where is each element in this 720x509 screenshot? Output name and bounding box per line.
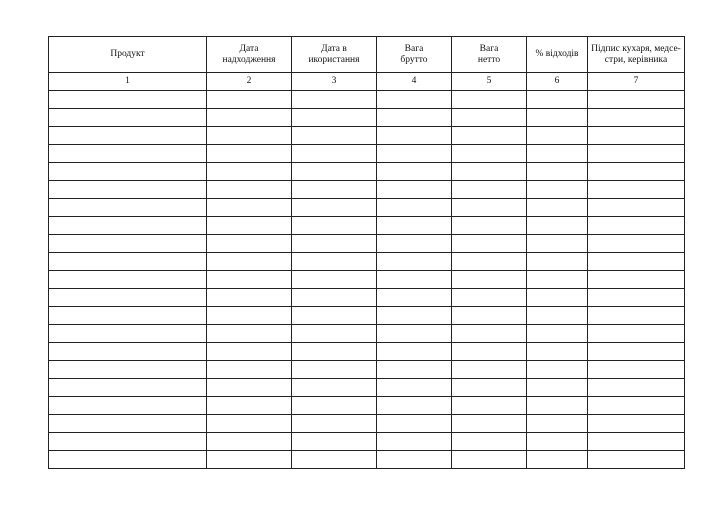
empty-cell <box>207 415 292 433</box>
empty-cell <box>588 217 685 235</box>
empty-cell <box>49 289 207 307</box>
journal-body <box>49 91 685 469</box>
empty-cell <box>377 235 452 253</box>
empty-cell <box>527 217 588 235</box>
empty-cell <box>588 343 685 361</box>
empty-cell <box>49 361 207 379</box>
empty-cell <box>527 145 588 163</box>
empty-cell <box>292 91 377 109</box>
empty-cell <box>49 379 207 397</box>
empty-cell <box>377 199 452 217</box>
empty-cell <box>207 109 292 127</box>
table-row <box>49 271 685 289</box>
empty-cell <box>377 451 452 469</box>
empty-cell <box>588 127 685 145</box>
empty-cell <box>292 289 377 307</box>
empty-cell <box>377 361 452 379</box>
header-net-weight-line-1: Вага <box>479 43 499 54</box>
header-receipt-date-line-2: надходження <box>222 54 276 65</box>
empty-cell <box>452 253 527 271</box>
empty-cell <box>527 109 588 127</box>
empty-cell <box>49 271 207 289</box>
header-product <box>49 37 207 73</box>
empty-cell <box>588 181 685 199</box>
empty-cell <box>292 361 377 379</box>
empty-cell <box>49 325 207 343</box>
header-net-weight <box>452 37 527 73</box>
empty-cell <box>292 181 377 199</box>
column-number-1: 1 <box>49 73 207 91</box>
table-row <box>49 451 685 469</box>
empty-cell <box>588 91 685 109</box>
empty-cell <box>377 181 452 199</box>
empty-cell <box>588 289 685 307</box>
table-row <box>49 343 685 361</box>
empty-cell <box>527 289 588 307</box>
table-row <box>49 433 685 451</box>
empty-cell <box>207 361 292 379</box>
empty-cell <box>207 163 292 181</box>
empty-cell <box>292 145 377 163</box>
empty-cell <box>377 433 452 451</box>
header-net-weight-line-2: нетто <box>477 54 501 65</box>
empty-cell <box>527 325 588 343</box>
column-number-row <box>49 73 685 91</box>
empty-cell <box>377 145 452 163</box>
empty-cell <box>207 307 292 325</box>
empty-cell <box>49 415 207 433</box>
empty-cell <box>49 217 207 235</box>
empty-cell <box>377 343 452 361</box>
empty-cell <box>527 181 588 199</box>
empty-cell <box>452 217 527 235</box>
empty-cell <box>292 127 377 145</box>
empty-cell <box>207 289 292 307</box>
empty-cell <box>452 307 527 325</box>
header-receipt-date <box>207 37 292 73</box>
header-usage-date-line-2: икористання <box>308 54 360 65</box>
empty-cell <box>527 91 588 109</box>
empty-cell <box>527 235 588 253</box>
empty-cell <box>527 397 588 415</box>
empty-cell <box>527 433 588 451</box>
empty-cell <box>452 415 527 433</box>
empty-cell <box>292 199 377 217</box>
empty-cell <box>452 199 527 217</box>
empty-cell <box>292 415 377 433</box>
table-row <box>49 397 685 415</box>
empty-cell <box>292 109 377 127</box>
empty-cell <box>527 343 588 361</box>
empty-cell <box>207 127 292 145</box>
empty-cell <box>292 325 377 343</box>
header-usage-date <box>292 37 377 73</box>
empty-cell <box>377 379 452 397</box>
product-journal-table <box>48 36 685 469</box>
empty-cell <box>377 289 452 307</box>
empty-cell <box>292 253 377 271</box>
empty-cell <box>527 253 588 271</box>
empty-cell <box>588 235 685 253</box>
empty-cell <box>207 379 292 397</box>
empty-cell <box>49 343 207 361</box>
empty-cell <box>588 379 685 397</box>
empty-cell <box>527 307 588 325</box>
empty-cell <box>207 145 292 163</box>
table-row <box>49 217 685 235</box>
empty-cell <box>49 307 207 325</box>
empty-cell <box>207 271 292 289</box>
empty-cell <box>377 271 452 289</box>
empty-cell <box>207 343 292 361</box>
empty-cell <box>377 397 452 415</box>
empty-cell <box>452 163 527 181</box>
empty-cell <box>49 181 207 199</box>
journal-sheet <box>48 36 684 469</box>
empty-cell <box>49 109 207 127</box>
empty-cell <box>292 235 377 253</box>
empty-cell <box>377 127 452 145</box>
empty-cell <box>49 433 207 451</box>
table-row <box>49 289 685 307</box>
table-row <box>49 415 685 433</box>
empty-cell <box>452 181 527 199</box>
empty-cell <box>292 451 377 469</box>
header-row <box>49 37 685 73</box>
header-product-text: Продукт <box>110 49 145 59</box>
header-gross-weight <box>377 37 452 73</box>
empty-cell <box>588 145 685 163</box>
column-number-4: 4 <box>377 73 452 91</box>
empty-cell <box>207 433 292 451</box>
empty-cell <box>49 199 207 217</box>
empty-cell <box>452 91 527 109</box>
empty-cell <box>452 127 527 145</box>
empty-cell <box>207 199 292 217</box>
column-number-7: 7 <box>588 73 685 91</box>
empty-cell <box>452 361 527 379</box>
header-signature-line-2: стри, керівника <box>604 54 668 65</box>
empty-cell <box>452 235 527 253</box>
empty-cell <box>292 217 377 235</box>
empty-cell <box>49 253 207 271</box>
header-waste-percent <box>527 37 588 73</box>
table-row <box>49 91 685 109</box>
empty-cell <box>207 397 292 415</box>
header-waste-percent-text: % відходів <box>535 49 579 59</box>
empty-cell <box>292 343 377 361</box>
table-row <box>49 253 685 271</box>
empty-cell <box>452 379 527 397</box>
empty-cell <box>527 199 588 217</box>
table-row <box>49 235 685 253</box>
table-row <box>49 325 685 343</box>
header-gross-weight-line-2: брутто <box>400 54 428 65</box>
empty-cell <box>207 253 292 271</box>
empty-cell <box>588 397 685 415</box>
column-number-2: 2 <box>207 73 292 91</box>
empty-cell <box>452 289 527 307</box>
empty-cell <box>49 91 207 109</box>
header-gross-weight-line-1: Вага <box>404 43 424 54</box>
empty-cell <box>207 91 292 109</box>
empty-cell <box>207 451 292 469</box>
empty-cell <box>377 91 452 109</box>
table-row <box>49 109 685 127</box>
empty-cell <box>377 217 452 235</box>
table-row <box>49 307 685 325</box>
empty-cell <box>452 145 527 163</box>
empty-cell <box>377 163 452 181</box>
empty-cell <box>588 163 685 181</box>
empty-cell <box>292 307 377 325</box>
empty-cell <box>452 271 527 289</box>
empty-cell <box>588 307 685 325</box>
empty-cell <box>588 271 685 289</box>
empty-cell <box>207 217 292 235</box>
table-row <box>49 379 685 397</box>
table-row <box>49 163 685 181</box>
empty-cell <box>452 433 527 451</box>
empty-cell <box>292 433 377 451</box>
empty-cell <box>452 325 527 343</box>
empty-cell <box>527 163 588 181</box>
empty-cell <box>452 451 527 469</box>
table-row <box>49 361 685 379</box>
empty-cell <box>527 451 588 469</box>
empty-cell <box>588 109 685 127</box>
empty-cell <box>207 181 292 199</box>
table-row <box>49 199 685 217</box>
column-number-5: 5 <box>452 73 527 91</box>
empty-cell <box>527 379 588 397</box>
empty-cell <box>452 109 527 127</box>
header-signature-line-1: Підпис кухаря, медсе- <box>591 43 681 54</box>
empty-cell <box>292 271 377 289</box>
empty-cell <box>452 397 527 415</box>
empty-cell <box>292 397 377 415</box>
empty-cell <box>377 253 452 271</box>
header-usage-date-line-1: Дата в <box>321 43 347 54</box>
empty-cell <box>49 127 207 145</box>
empty-cell <box>49 235 207 253</box>
column-number-6: 6 <box>527 73 588 91</box>
table-row <box>49 127 685 145</box>
empty-cell <box>207 325 292 343</box>
empty-cell <box>527 361 588 379</box>
empty-cell <box>588 325 685 343</box>
table-row <box>49 181 685 199</box>
empty-cell <box>452 343 527 361</box>
empty-cell <box>377 109 452 127</box>
empty-cell <box>527 271 588 289</box>
empty-cell <box>49 163 207 181</box>
empty-cell <box>49 397 207 415</box>
empty-cell <box>377 307 452 325</box>
empty-cell <box>588 253 685 271</box>
header-signature <box>588 37 685 73</box>
empty-cell <box>49 451 207 469</box>
empty-cell <box>377 325 452 343</box>
table-row <box>49 145 685 163</box>
empty-cell <box>588 361 685 379</box>
empty-cell <box>588 451 685 469</box>
header-receipt-date-line-1: Дата <box>239 43 259 54</box>
empty-cell <box>377 415 452 433</box>
empty-cell <box>292 163 377 181</box>
empty-cell <box>49 145 207 163</box>
empty-cell <box>588 433 685 451</box>
empty-cell <box>588 199 685 217</box>
empty-cell <box>527 127 588 145</box>
empty-cell <box>292 379 377 397</box>
empty-cell <box>207 235 292 253</box>
empty-cell <box>588 415 685 433</box>
empty-cell <box>527 415 588 433</box>
column-number-3: 3 <box>292 73 377 91</box>
